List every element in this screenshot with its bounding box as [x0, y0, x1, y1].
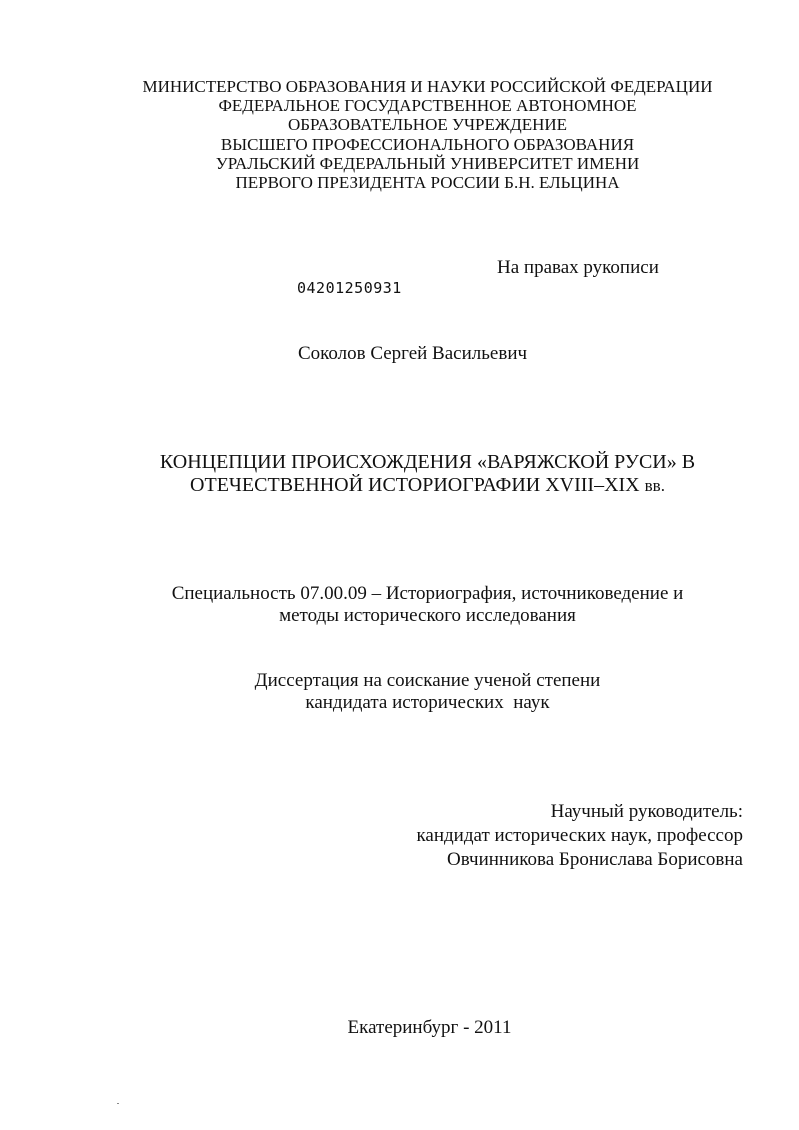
- ministry-line: ВЫСШЕГО ПРОФЕССИОНАЛЬНОГО ОБРАЗОВАНИЯ: [220, 134, 635, 154]
- dissertation-title: [28, 451, 799, 497]
- city-year: Екатеринбург - 2011: [347, 1017, 512, 1038]
- degree-line-1: Диссертация на соискание ученой степени: [254, 670, 601, 691]
- scan-speck: [117, 1103, 119, 1104]
- title-line-2-suffix: вв.: [644, 476, 665, 495]
- degree: [28, 670, 799, 714]
- specialty: [28, 583, 799, 627]
- ministry-line: МИНИСТЕРСТВО ОБРАЗОВАНИЯ И НАУКИ РОССИЙСКОЙ ФЕДЕРАЦИИ: [142, 77, 713, 96]
- title-line-2-main: ОТЕЧЕСТВЕННОЙ ИСТОРИОГРАФИИ XVIII–XIX: [190, 474, 640, 496]
- author-name: Соколов Сергей Васильевич: [297, 343, 528, 364]
- archive-number: 04201250931: [297, 279, 402, 297]
- scientific-advisor: [416, 800, 743, 872]
- ministry-header: [28, 77, 799, 192]
- title-line-2: [28, 474, 799, 497]
- degree-line-2: кандидата исторических наук: [305, 692, 550, 713]
- advisor-name: Овчинникова Бронислава Борисовна: [447, 849, 743, 870]
- advisor-credentials: кандидат исторических наук, профессор: [416, 825, 743, 846]
- ministry-line: УРАЛЬСКИЙ ФЕДЕРАЛЬНЫЙ УНИВЕРСИТЕТ ИМЕНИ: [215, 153, 640, 173]
- title-line-1: КОНЦЕПЦИИ ПРОИСХОЖДЕНИЯ «ВАРЯЖСКОЙ РУСИ» В: [159, 451, 696, 473]
- specialty-line-2: методы исторического исследования: [279, 605, 576, 626]
- ministry-line: ПЕРВОГО ПРЕЗИДЕНТА РОССИИ Б.Н. ЕЛЬЦИНА: [235, 173, 620, 193]
- ministry-line: ФЕДЕРАЛЬНОЕ ГОСУДАРСТВЕННОЕ АВТОНОМНОЕ: [218, 96, 637, 116]
- ministry-line: ОБРАЗОВАТЕЛЬНОЕ УЧРЕЖДЕНИЕ: [287, 115, 568, 135]
- rights-note: На правах рукописи: [497, 257, 659, 278]
- advisor-label: Научный руководитель:: [550, 801, 743, 822]
- specialty-line-1: Специальность 07.00.09 – Историография, источниковедение и: [171, 583, 684, 604]
